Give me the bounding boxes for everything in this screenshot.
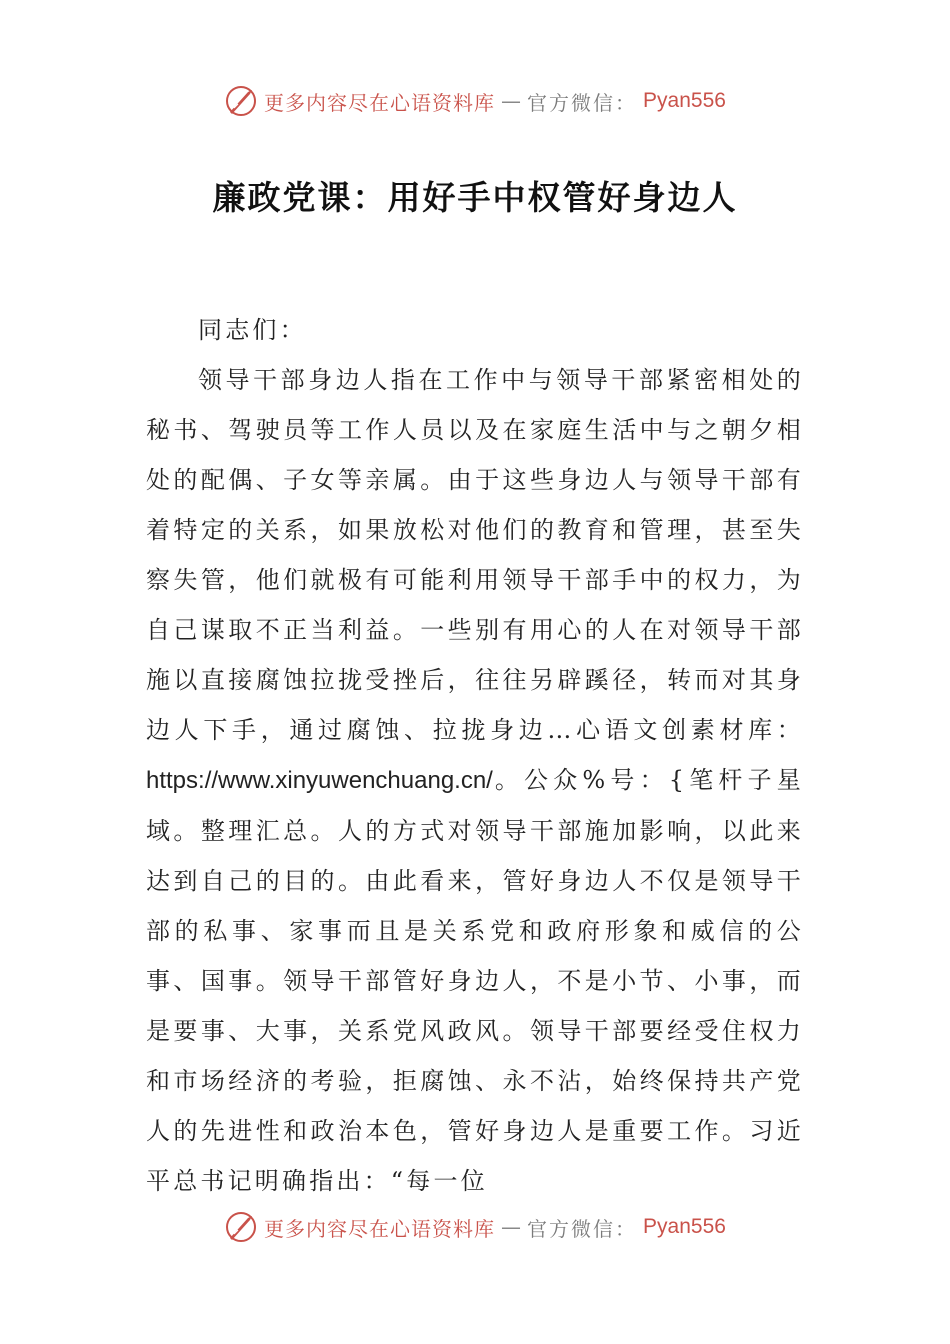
quill-logo-icon [224,84,258,118]
banner-official-label: 官方微信： [527,90,638,115]
banner-account-id: Pyan556 [643,89,726,112]
paragraph-part-2: 。公众%号：{笔杆子星域。整理汇总。人的方式对领导干部施加影响，以此来达到自己的目的。由此看来，管好身边人不仅是领导干部的私事、家事而且是关系党和政府形象和威信的公事、国事。领导干部管好身边人，不是小节、小事，而是要事、大事，关系党风政风。领导干部要经受住权力和市场经济的考验，拒腐蚀、永不沾，始终保持共产党人的先进性和政治本色，管好身边人是重要工作。习近平总书记明确指出：“每一位 [146,766,804,1195]
footer-banner [0,1210,950,1244]
banner-dash: — [501,89,522,113]
header-banner [0,84,950,118]
salutation: 同志们： [198,316,307,344]
quill-logo-icon [224,1210,258,1244]
footer-official-label: 官方微信： [527,1216,638,1241]
footer-main-text: 更多内容尽在心语资料库 [264,1216,496,1241]
paragraph-part-1: 领导干部身边人指在工作中与领导干部紧密相处的秘书、驾驶员等工作人员以及在家庭生活中与之朝夕相处的配偶、子女等亲属。由于这些身边人与领导干部有着特定的关系，如果放松对他们的教育和管理，甚至失察失管，他们就极有可能利用领导干部手中的权力，为自己谋取不正当利益。一些别有用心的人在对领导干部施以直接腐蚀拉拢受挫后，往往另辟蹊径，转而对其身边人下手，通过腐蚀、拉拢身边…心语文创素材库： [146,366,804,744]
document-body [146,305,804,1206]
banner-main-text: 更多内容尽在心语资料库 [264,90,496,115]
footer-dash: — [501,1215,522,1239]
footer-account-id: Pyan556 [643,1215,726,1238]
paragraph [146,355,804,1206]
page-title: 廉政党课：用好手中权管好身边人 [212,178,738,217]
source-url: https://www.xinyuwenchuang.cn/ [146,767,493,794]
